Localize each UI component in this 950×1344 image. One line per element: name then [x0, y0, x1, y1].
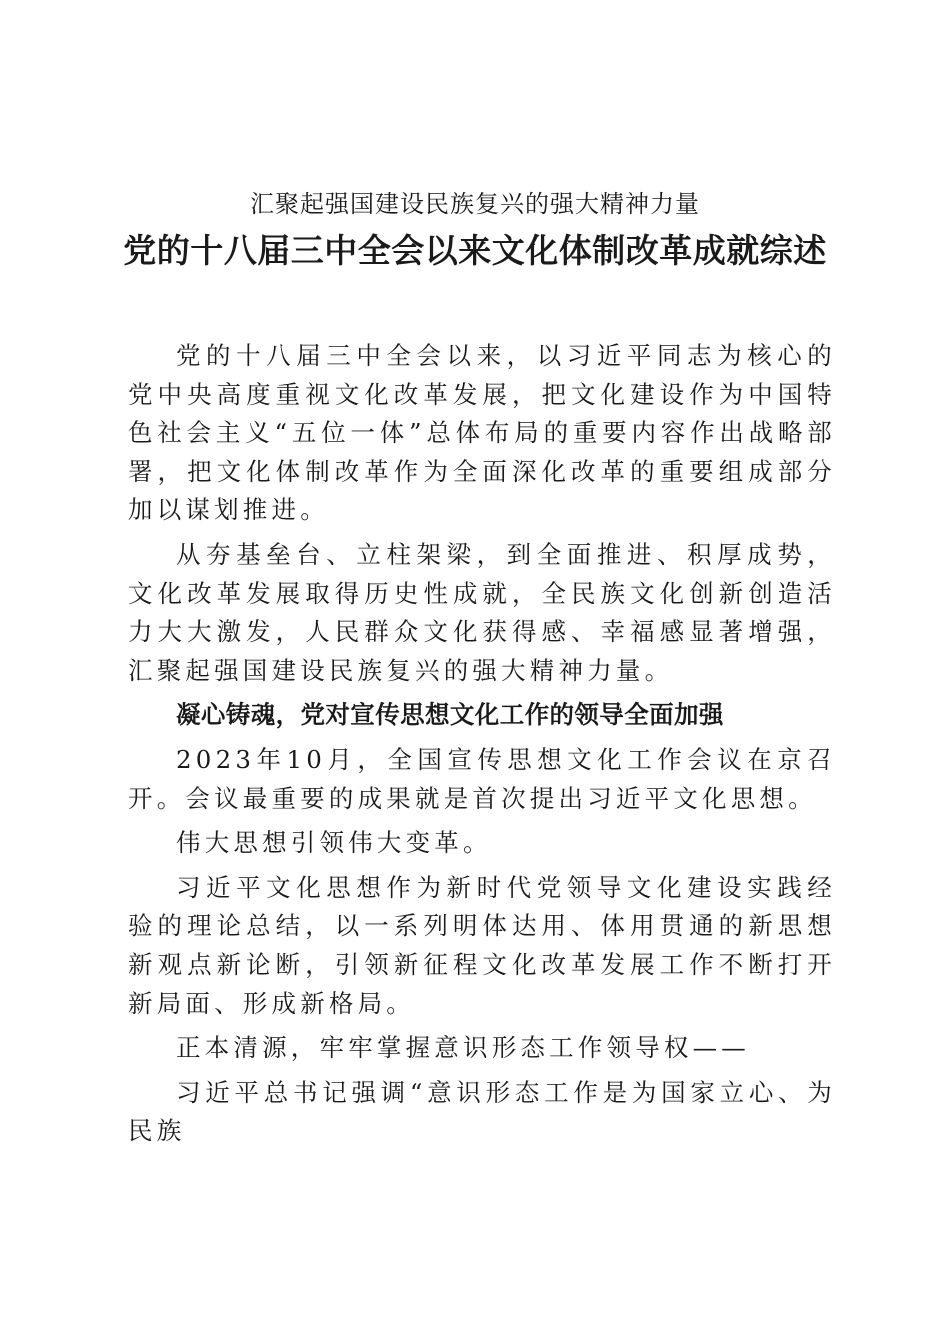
- paragraph-ideology: 正本清源，牢牢掌握意识形态工作领导权——: [176, 1033, 750, 1063]
- document-title: 党的十八届三中全会以来文化体制改革成就综述: [123, 231, 827, 270]
- paragraph-thought-summary: 习近平文化思想作为新时代党领导文化建设实践经验的理论总结，以一系列明体达用、体用贯通的新思想新观点新论断，引领新征程文化改革发展工作不断打开新局面、形成新格局。: [128, 872, 836, 1018]
- document-body: [128, 337, 836, 1157]
- paragraph-intro: 党的十八届三中全会以来，以习近平同志为核心的党中央高度重视文化改革发展，把文化建设作为中国特色社会主义“五位一体”总体布局的重要内容作出战略部署，把文化体制改革作为全面深化改革的重要组成部分加以谋划推进。: [128, 341, 836, 525]
- document-subtitle: 汇聚起强国建设民族复兴的强大精神力量: [250, 190, 700, 218]
- paragraph-conference: 2023年10月，全国宣传思想文化工作会议在京召开。会议最重要的成果就是首次提出习近平文化思想。: [128, 744, 836, 813]
- paragraph-great-thought: 伟大思想引领伟大变革。: [176, 828, 492, 858]
- section-heading: 凝心铸魂，党对宣传思想文化工作的领导全面加强: [176, 700, 724, 730]
- paragraph-quote: 习近平总书记强调“意识形态工作是为国家立心、为民族: [128, 1077, 836, 1146]
- paragraph-achievements: 从夯基垒台、立柱架梁，到全面推进、积厚成势，文化改革发展取得历史性成就，全民族文化创新创造活力大大激发，人民群众文化获得感、幸福感显著增强，汇聚起强国建设民族复兴的强大精神力量。: [128, 539, 836, 685]
